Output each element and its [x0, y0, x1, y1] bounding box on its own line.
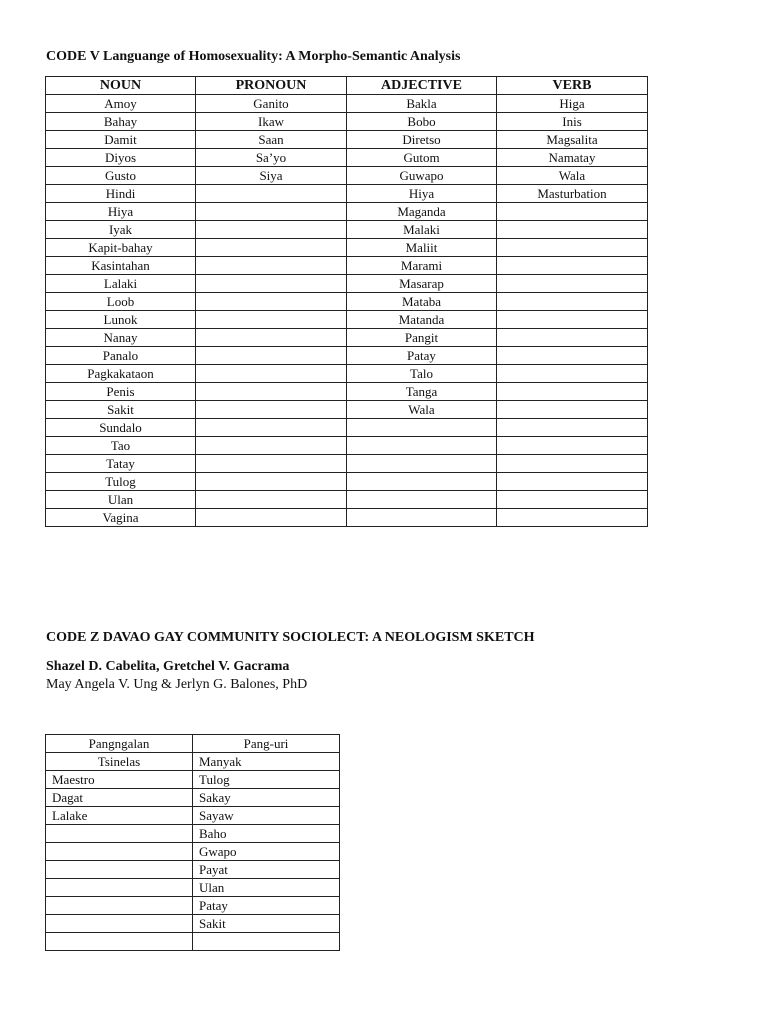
cell-adjective: Guwapo	[347, 167, 497, 185]
table-row	[46, 275, 648, 293]
cell-pronoun	[196, 185, 347, 203]
cell-pronoun	[196, 203, 347, 221]
cell-pronoun	[196, 311, 347, 329]
cell-verb	[497, 347, 648, 365]
cell-verb	[497, 239, 648, 257]
header-pang-uri: Pang-uri	[193, 735, 340, 753]
cell-verb	[497, 473, 648, 491]
header-verb: VERB	[497, 77, 648, 95]
cell-pang-uri: Sakit	[193, 915, 340, 933]
table-row	[46, 329, 648, 347]
cell-noun: Loob	[46, 293, 196, 311]
cell-verb	[497, 311, 648, 329]
cell-noun: Panalo	[46, 347, 196, 365]
cell-verb: Higa	[497, 95, 648, 113]
cell-adjective: Matanda	[347, 311, 497, 329]
cell-adjective	[347, 491, 497, 509]
cell-adjective: Pangit	[347, 329, 497, 347]
cell-verb	[497, 491, 648, 509]
cell-adjective	[347, 509, 497, 527]
cell-pronoun	[196, 257, 347, 275]
table-row	[46, 437, 648, 455]
cell-noun: Kasintahan	[46, 257, 196, 275]
cell-noun: Hiya	[46, 203, 196, 221]
cell-adjective	[347, 437, 497, 455]
cell-pangngalan	[46, 933, 193, 951]
cell-verb	[497, 329, 648, 347]
cell-adjective: Maganda	[347, 203, 497, 221]
cell-pangngalan	[46, 861, 193, 879]
cell-pangngalan	[46, 825, 193, 843]
cell-verb	[497, 509, 648, 527]
cell-pangngalan	[46, 843, 193, 861]
cell-adjective	[347, 455, 497, 473]
table-row	[46, 771, 340, 789]
table-header-row	[46, 77, 648, 95]
cell-verb	[497, 437, 648, 455]
table-header-row	[46, 735, 340, 753]
cell-pang-uri: Sakay	[193, 789, 340, 807]
section-title-code-z: CODE Z DAVAO GAY COMMUNITY SOCIOLECT: A NEOLOGISM SKETCH	[46, 630, 535, 645]
cell-noun: Lunok	[46, 311, 196, 329]
cell-verb	[497, 383, 648, 401]
cell-pronoun	[196, 239, 347, 257]
cell-adjective	[347, 473, 497, 491]
cell-pangngalan	[46, 915, 193, 933]
cell-adjective: Maliit	[347, 239, 497, 257]
cell-noun: Sundalo	[46, 419, 196, 437]
cell-pang-uri: Tulog	[193, 771, 340, 789]
cell-noun: Iyak	[46, 221, 196, 239]
cell-pronoun	[196, 221, 347, 239]
cell-adjective: Malaki	[347, 221, 497, 239]
cell-adjective: Diretso	[347, 131, 497, 149]
table-row	[46, 419, 648, 437]
cell-noun: Gusto	[46, 167, 196, 185]
cell-adjective: Patay	[347, 347, 497, 365]
table-row	[46, 221, 648, 239]
table-row	[46, 473, 648, 491]
cell-verb	[497, 455, 648, 473]
cell-noun: Diyos	[46, 149, 196, 167]
table-row	[46, 753, 340, 771]
cell-pronoun: Sa’yo	[196, 149, 347, 167]
cell-noun: Lalaki	[46, 275, 196, 293]
cell-pangngalan: Lalake	[46, 807, 193, 825]
authors-secondary: May Angela V. Ung & Jerlyn G. Balones, PhD	[46, 677, 308, 692]
table-row	[46, 239, 648, 257]
table-row	[46, 509, 648, 527]
cell-pang-uri: Sayaw	[193, 807, 340, 825]
cell-pronoun	[196, 365, 347, 383]
table-row	[46, 455, 648, 473]
cell-verb: Magsalita	[497, 131, 648, 149]
cell-adjective: Hiya	[347, 185, 497, 203]
cell-noun: Sakit	[46, 401, 196, 419]
cell-adjective: Tanga	[347, 383, 497, 401]
cell-verb	[497, 293, 648, 311]
cell-pangngalan: Maestro	[46, 771, 193, 789]
table-row	[46, 95, 648, 113]
table-row	[46, 843, 340, 861]
table-row	[46, 293, 648, 311]
table-row	[46, 825, 340, 843]
cell-noun: Vagina	[46, 509, 196, 527]
header-pangngalan: Pangngalan	[46, 735, 193, 753]
cell-pronoun: Ganito	[196, 95, 347, 113]
cell-verb	[497, 221, 648, 239]
cell-verb: Masturbation	[497, 185, 648, 203]
cell-pronoun	[196, 329, 347, 347]
cell-verb: Inis	[497, 113, 648, 131]
cell-adjective: Mataba	[347, 293, 497, 311]
cell-adjective: Talo	[347, 365, 497, 383]
cell-pronoun	[196, 455, 347, 473]
table-row	[46, 365, 648, 383]
table-row	[46, 203, 648, 221]
cell-verb: Namatay	[497, 149, 648, 167]
table-row	[46, 311, 648, 329]
cell-noun: Nanay	[46, 329, 196, 347]
cell-pangngalan	[46, 897, 193, 915]
table-row	[46, 897, 340, 915]
table-row	[46, 113, 648, 131]
table-row	[46, 879, 340, 897]
table-row	[46, 861, 340, 879]
cell-pronoun	[196, 491, 347, 509]
cell-noun: Pagkakataon	[46, 365, 196, 383]
section-title-code-v: CODE V Languange of Homosexuality: A Morpho-Semantic Analysis	[46, 49, 461, 64]
header-noun: NOUN	[46, 77, 196, 95]
cell-pronoun: Saan	[196, 131, 347, 149]
cell-verb: Wala	[497, 167, 648, 185]
cell-noun: Damit	[46, 131, 196, 149]
header-adjective: ADJECTIVE	[347, 77, 497, 95]
cell-pronoun	[196, 401, 347, 419]
header-pronoun: PRONOUN	[196, 77, 347, 95]
cell-noun: Ulan	[46, 491, 196, 509]
cell-pang-uri: Manyak	[193, 753, 340, 771]
cell-adjective: Marami	[347, 257, 497, 275]
cell-pronoun	[196, 419, 347, 437]
table-row	[46, 933, 340, 951]
table-row	[46, 131, 648, 149]
cell-noun: Bahay	[46, 113, 196, 131]
table-row	[46, 185, 648, 203]
table-row	[46, 347, 648, 365]
cell-adjective: Wala	[347, 401, 497, 419]
table-row	[46, 383, 648, 401]
table-row	[46, 789, 340, 807]
cell-noun: Tatay	[46, 455, 196, 473]
cell-verb	[497, 203, 648, 221]
cell-pangngalan: Dagat	[46, 789, 193, 807]
cell-verb	[497, 365, 648, 383]
cell-verb	[497, 419, 648, 437]
cell-pronoun: Ikaw	[196, 113, 347, 131]
cell-pangngalan	[46, 879, 193, 897]
cell-noun: Tao	[46, 437, 196, 455]
neologism-table	[45, 734, 340, 951]
cell-noun: Penis	[46, 383, 196, 401]
table-row	[46, 149, 648, 167]
cell-pang-uri: Patay	[193, 897, 340, 915]
cell-pronoun	[196, 275, 347, 293]
cell-pronoun	[196, 347, 347, 365]
table-row	[46, 491, 648, 509]
cell-verb	[497, 275, 648, 293]
cell-pang-uri: Baho	[193, 825, 340, 843]
cell-pronoun	[196, 473, 347, 491]
cell-pronoun: Siya	[196, 167, 347, 185]
cell-pronoun	[196, 383, 347, 401]
table-row	[46, 257, 648, 275]
cell-pronoun	[196, 437, 347, 455]
cell-noun: Kapit-bahay	[46, 239, 196, 257]
cell-pangngalan: Tsinelas	[46, 753, 193, 771]
word-class-table	[45, 76, 648, 527]
cell-adjective: Bobo	[347, 113, 497, 131]
cell-adjective: Gutom	[347, 149, 497, 167]
cell-noun: Hindi	[46, 185, 196, 203]
table-row	[46, 807, 340, 825]
cell-pang-uri: Payat	[193, 861, 340, 879]
cell-adjective: Bakla	[347, 95, 497, 113]
cell-pang-uri: Gwapo	[193, 843, 340, 861]
authors-primary: Shazel D. Cabelita, Gretchel V. Gacrama	[46, 659, 290, 674]
table-row	[46, 167, 648, 185]
table-row	[46, 401, 648, 419]
cell-adjective	[347, 419, 497, 437]
cell-pang-uri	[193, 933, 340, 951]
cell-verb	[497, 257, 648, 275]
cell-pronoun	[196, 293, 347, 311]
cell-adjective: Masarap	[347, 275, 497, 293]
table-row	[46, 915, 340, 933]
cell-pang-uri: Ulan	[193, 879, 340, 897]
cell-verb	[497, 401, 648, 419]
cell-noun: Tulog	[46, 473, 196, 491]
cell-noun: Amoy	[46, 95, 196, 113]
cell-pronoun	[196, 509, 347, 527]
